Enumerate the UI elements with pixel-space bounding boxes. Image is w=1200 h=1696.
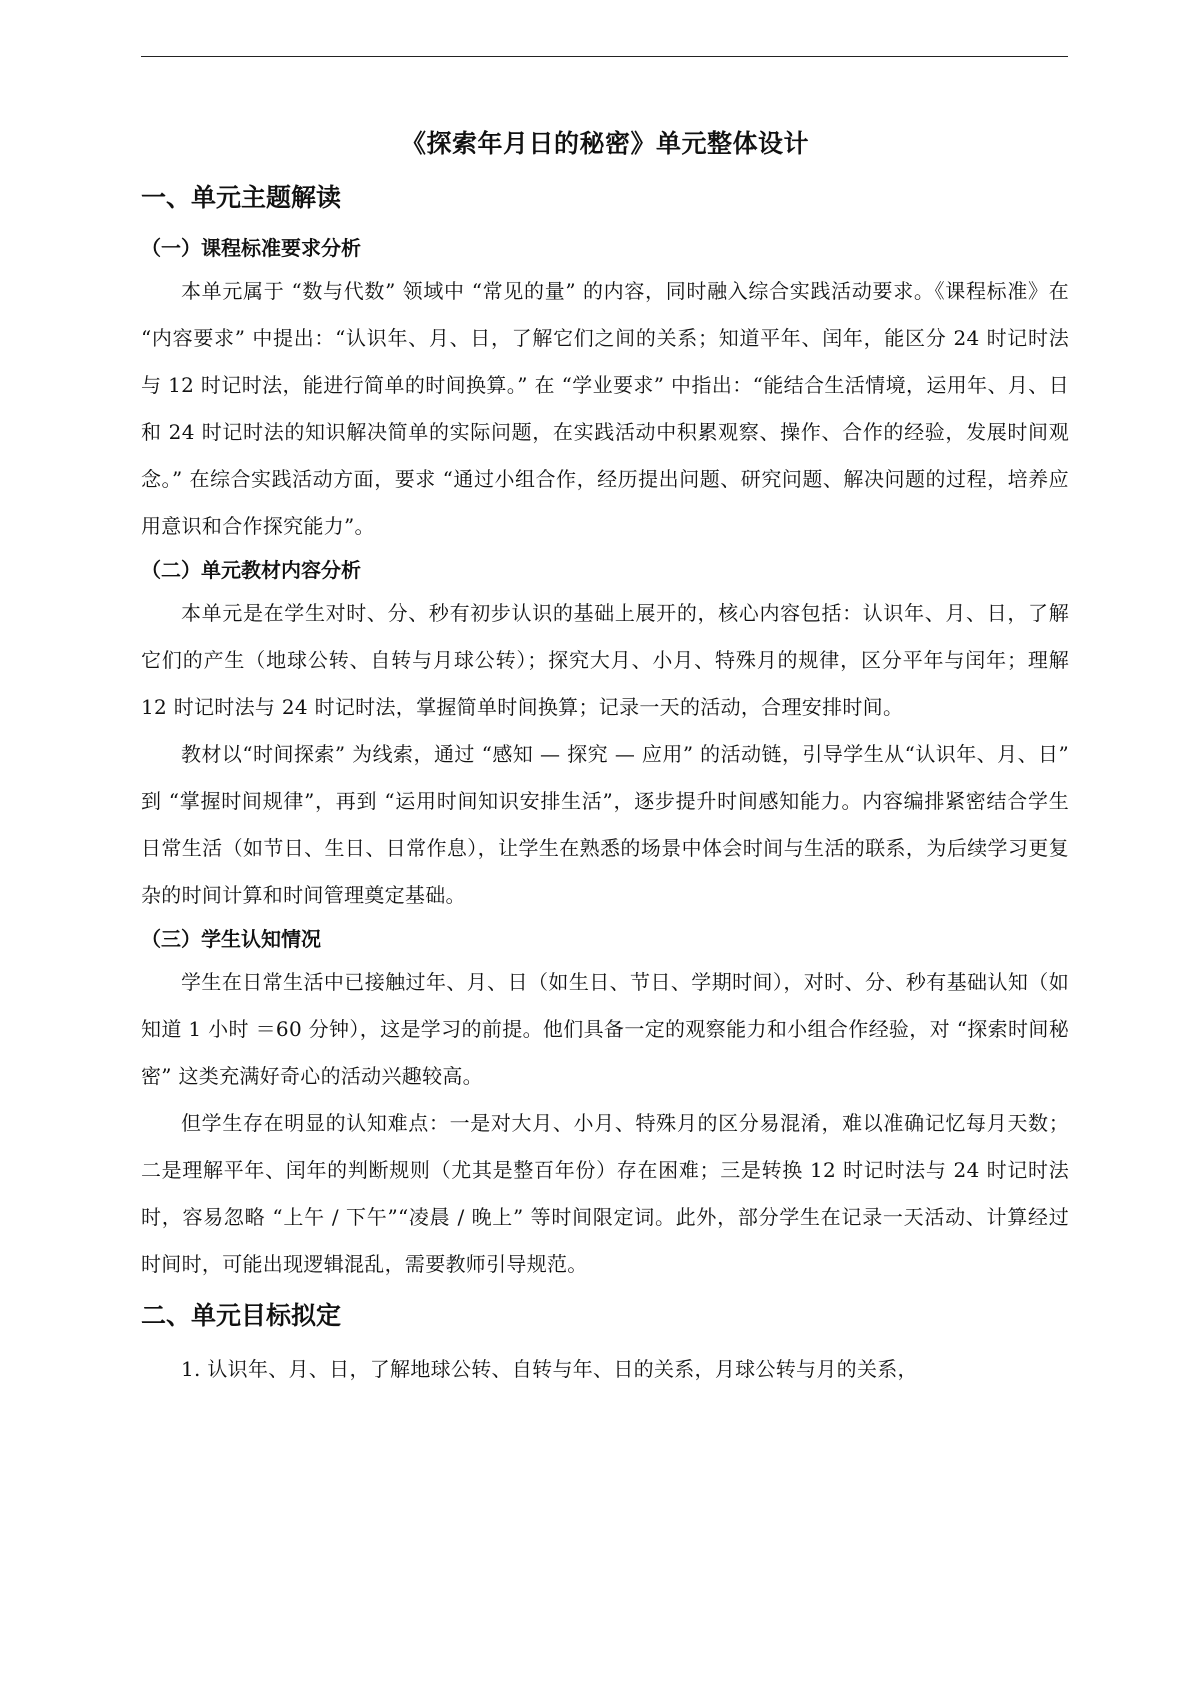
document-body	[141, 122, 1069, 1393]
subsection-heading-textbook-analysis: （二）单元教材内容分析	[141, 558, 361, 582]
document-title: 《探索年月日的秘密》单元整体设计	[400, 129, 809, 158]
header-rule	[141, 56, 1068, 57]
paragraph-curriculum-standards: 本单元属于 “数与代数” 领域中 “常见的量” 的内容，同时融入综合实践活动要求。《课程标准》在 “内容要求” 中提出：“认识年、月、日，了解它们之间的关系；知道平年、闰年，能区分 24 时记时法与 12 时记时法，能进行简单的时间换算。” 在 “学业要求” 中指出：“能结合生活情境，运用年、月、日和 24 时记时法的知识解决简单的实际问题，在实践活动中积累观察、操作、合作的经验，发展时间观念。” 在综合实践活动方面，要求 “通过小组合作，经历提出问题、研究问题、解决问题的过程，培养应用意识和合作探究能力”。	[141, 279, 1069, 538]
subsection-heading-student-cognition: （三）学生认知情况	[141, 927, 321, 951]
paragraph-student-background: 学生在日常生活中已接触过年、月、日（如生日、节日、学期时间），对时、分、秒有基础认知（如知道 1 小时 ＝60 分钟），这是学习的前提。他们具备一定的观察能力和小组合作经验，对 “探索时间秘密” 这类充满好奇心的活动兴趣较高。	[141, 970, 1069, 1088]
section-heading-unit-goals: 二、单元目标拟定	[141, 1301, 342, 1330]
paragraph-textbook-content: 本单元是在学生对时、分、秒有初步认识的基础上展开的，核心内容包括：认识年、月、日，了解它们的产生（地球公转、自转与月球公转）；探究大月、小月、特殊月的规律，区分平年与闰年；理解 12 时记时法与 24 时记时法，掌握简单时间换算；记录一天的活动，合理安排时间。	[141, 601, 1069, 719]
subsection-heading-curriculum-standards: （一）课程标准要求分析	[141, 236, 361, 260]
paragraph-student-difficulties: 但学生存在明显的认知难点：一是对大月、小月、特殊月的区分易混淆，难以准确记忆每月天数；二是理解平年、闰年的判断规则（尤其是整百年份）存在困难；三是转换 12 时记时法与 24 时记时法时，容易忽略 “上午 / 下午”“凌晨 / 晚上” 等时间限定词。此外，部分学生在记录一天活动、计算经过时间时，可能出现逻辑混乱，需要教师引导规范。	[141, 1111, 1069, 1276]
paragraph-textbook-structure: 教材以“时间探索” 为线索，通过 “感知 — 探究 — 应用” 的活动链，引导学生从“认识年、月、日” 到 “掌握时间规律”，再到 “运用时间知识安排生活”，逐步提升时间感知能力。内容编排紧密结合学生日常生活（如节日、生日、日常作息），让学生在熟悉的场景中体会时间与生活的联系，为后续学习更复杂的时间计算和时间管理奠定基础。	[141, 742, 1069, 907]
paragraph-goal-1: 1. 认识年、月、日，了解地球公转、自转与年、日的关系，月球公转与月的关系，	[181, 1357, 918, 1381]
section-heading-unit-theme: 一、单元主题解读	[141, 183, 342, 212]
